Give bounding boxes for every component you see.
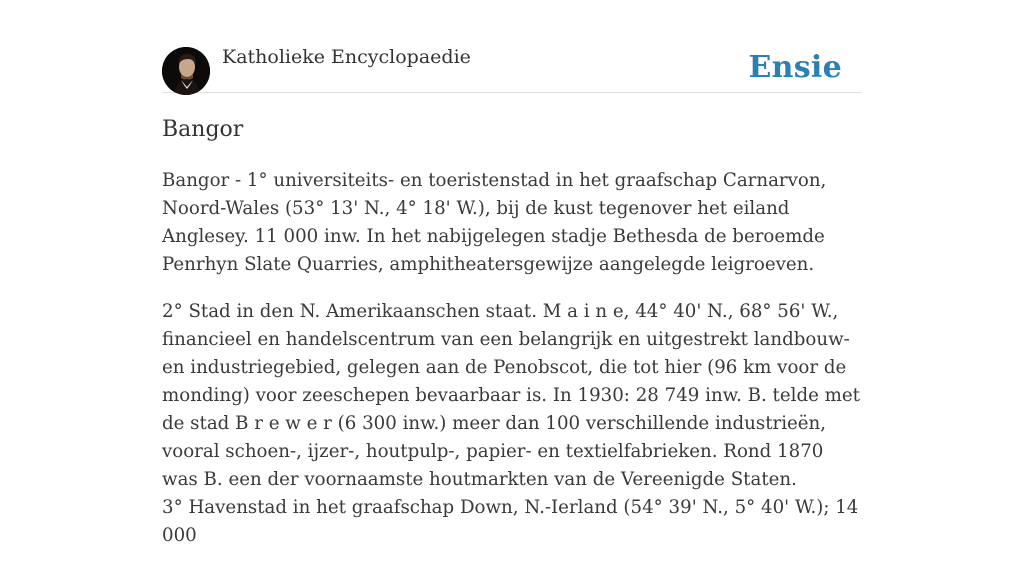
portrait-avatar-icon[interactable] — [162, 47, 210, 95]
page-title: Bangor — [162, 117, 244, 142]
brand-logo[interactable]: Ensie — [748, 50, 842, 85]
article-body — [162, 167, 862, 569]
article-paragraph-3: 3° Havenstad in het graafschap Down, N.-Ierland (54° 39' N., 5° 40' W.); 14 000 — [162, 497, 859, 546]
article-paragraph-1: Bangor - 1° universiteits- en toeristenstad in het graafschap Carnarvon, Noord-Wales (53° 13' N., 4° 18' W.), bij de kust tegenover het eiland Anglesey. 11 000 inw. In het nabijgelegen stadje Bethesda de beroemde Penrhyn Slate Quarries, amphitheatersgewijze aangelegde leigroeven. — [162, 170, 827, 275]
article-paragraph-2: 2° Stad in den N. Amerikaanschen staat. M a i n e, 44° 40' N., 68° 56' W., financieel en handelscentrum van een belangrijk en uitgestrekt landbouw- en industriegebied, gelegen aan de Penobscot, die tot hier (96 km voor de monding) voor zeeschepen bevaarbaar is. In 1930: 28 749 inw. B. telde met de stad B r e w e r (6 300 inw.) meer dan 100 verschillende industrieën, vooral schoen-, ijzer-, houtpulp-, papier- en textielfabrieken. Rond 1870 was B. een der voornaamste houtmarkten van de Vereenigde Staten. — [162, 301, 860, 490]
source-title[interactable]: Katholieke Encyclopaedie — [222, 46, 471, 68]
page — [162, 0, 862, 546]
header — [162, 0, 862, 93]
